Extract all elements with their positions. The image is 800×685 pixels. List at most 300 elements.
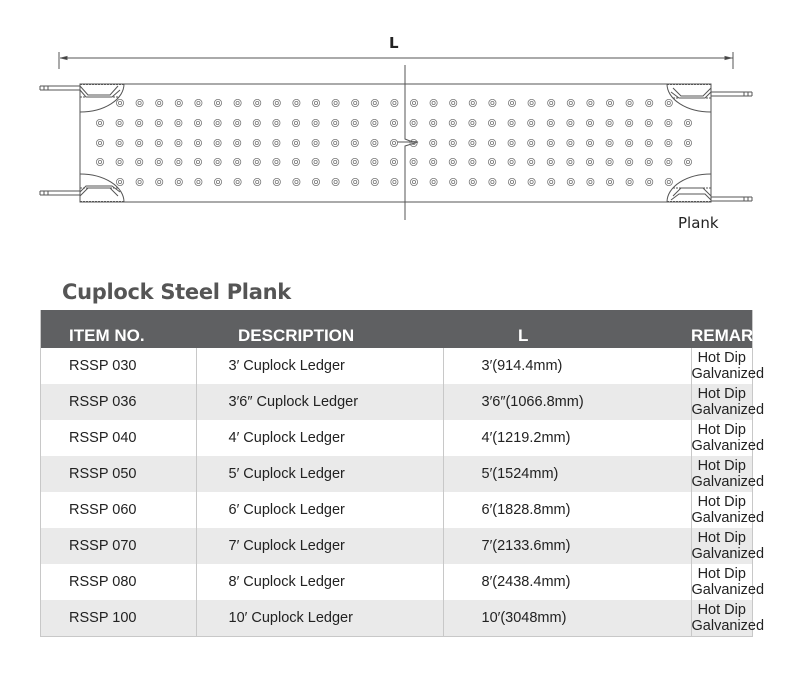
hole-inner-icon — [510, 180, 513, 183]
table-header-row — [41, 310, 753, 348]
hole-inner-icon — [255, 121, 258, 124]
table-row — [41, 420, 753, 456]
hole-inner-icon — [569, 141, 572, 144]
hole-icon — [194, 119, 201, 126]
length-cell: 3′(914.4mm) — [443, 348, 691, 384]
hole-icon — [214, 139, 221, 146]
hole-inner-icon — [236, 141, 239, 144]
hole-icon — [116, 139, 123, 146]
hole-inner-icon — [197, 180, 200, 183]
hole-inner-icon — [177, 121, 180, 124]
hole-icon — [528, 178, 535, 185]
hole-inner-icon — [510, 160, 513, 163]
hole-inner-icon — [530, 141, 533, 144]
hole-inner-icon — [530, 180, 533, 183]
hole-inner-icon — [412, 160, 415, 163]
table-row — [41, 564, 753, 600]
hole-inner-icon — [412, 180, 415, 183]
hole-inner-icon — [628, 121, 631, 124]
hole-icon — [469, 158, 476, 165]
hole-icon — [96, 119, 103, 126]
hole-inner-icon — [138, 141, 141, 144]
hole-inner-icon — [138, 180, 141, 183]
right-end-hooks — [667, 84, 752, 202]
hole-icon — [352, 99, 359, 106]
hole-inner-icon — [118, 160, 121, 163]
hole-icon — [96, 158, 103, 165]
hole-icon — [96, 139, 103, 146]
hole-inner-icon — [648, 101, 651, 104]
hole-icon — [253, 139, 260, 146]
hole-icon — [469, 139, 476, 146]
hole-inner-icon — [256, 180, 259, 183]
hole-icon — [430, 139, 437, 146]
hole-inner-icon — [177, 101, 180, 104]
remarks-cell: Hot Dip Galvanized — [691, 422, 765, 454]
hole-icon — [390, 119, 397, 126]
length-cell: 8′(2438.4mm) — [443, 564, 691, 600]
hole-inner-icon — [216, 101, 219, 104]
hole-inner-icon — [314, 180, 317, 183]
hole-inner-icon — [667, 141, 670, 144]
hole-inner-icon — [647, 141, 650, 144]
remarks-cell: Hot Dip Galvanized — [691, 350, 765, 382]
hole-icon — [489, 99, 496, 106]
hole-icon — [587, 178, 594, 185]
hole-icon — [430, 119, 437, 126]
hole-inner-icon — [157, 160, 160, 163]
hole-inner-icon — [530, 160, 533, 163]
hole-inner-icon — [667, 180, 670, 183]
hole-inner-icon — [98, 121, 101, 124]
hole-inner-icon — [314, 141, 317, 144]
hole-icon — [371, 178, 378, 185]
column-header-item-no: ITEM NO. — [41, 310, 197, 348]
hole-inner-icon — [588, 160, 591, 163]
hole-inner-icon — [138, 121, 141, 124]
hole-inner-icon — [549, 141, 552, 144]
hole-inner-icon — [628, 141, 631, 144]
hole-icon — [195, 178, 202, 185]
column-header-length: L — [443, 310, 691, 348]
hole-inner-icon — [353, 121, 356, 124]
hole-inner-icon — [334, 101, 337, 104]
hole-icon — [292, 139, 299, 146]
hole-inner-icon — [608, 141, 611, 144]
hole-inner-icon — [471, 101, 474, 104]
hole-inner-icon — [177, 141, 180, 144]
description-cell: 3′6″ Cuplock Ledger — [196, 384, 443, 420]
hole-icon — [234, 178, 241, 185]
description-cell: 5′ Cuplock Ledger — [196, 456, 443, 492]
hole-inner-icon — [686, 121, 689, 124]
hole-icon — [391, 99, 398, 106]
hole-icon — [156, 178, 163, 185]
hole-inner-icon — [314, 101, 317, 104]
hole-icon — [136, 178, 143, 185]
hole-icon — [430, 158, 437, 165]
hole-inner-icon — [608, 180, 611, 183]
hole-inner-icon — [158, 101, 161, 104]
hole-inner-icon — [412, 121, 415, 124]
hole-icon — [645, 158, 652, 165]
hole-inner-icon — [667, 101, 670, 104]
hole-icon — [332, 178, 339, 185]
hole-inner-icon — [648, 180, 651, 183]
hole-icon — [547, 158, 554, 165]
hole-icon — [528, 139, 535, 146]
hole-inner-icon — [647, 160, 650, 163]
hole-inner-icon — [393, 101, 396, 104]
hole-icon — [548, 99, 555, 106]
item-no-cell: RSSP 040 — [41, 420, 197, 456]
remarks-cell: Hot Dip Galvanized — [691, 530, 765, 562]
hole-inner-icon — [588, 141, 591, 144]
hole-inner-icon — [530, 101, 533, 104]
hole-icon — [469, 178, 476, 185]
hole-icon — [195, 99, 202, 106]
hole-icon — [449, 139, 456, 146]
hole-icon — [371, 139, 378, 146]
hole-inner-icon — [294, 160, 297, 163]
hole-icon — [214, 119, 221, 126]
hole-icon — [665, 99, 672, 106]
hole-inner-icon — [275, 160, 278, 163]
hole-icon — [665, 119, 672, 126]
hole-icon — [293, 99, 300, 106]
hole-inner-icon — [373, 141, 376, 144]
hole-inner-icon — [628, 101, 631, 104]
hole-inner-icon — [196, 160, 199, 163]
hole-icon — [312, 139, 319, 146]
hole-icon — [332, 139, 339, 146]
hole-inner-icon — [177, 180, 180, 183]
hole-icon — [626, 119, 633, 126]
hole-inner-icon — [589, 101, 592, 104]
hole-icon — [136, 119, 143, 126]
hole-icon — [469, 99, 476, 106]
hole-inner-icon — [510, 101, 513, 104]
hole-inner-icon — [510, 141, 513, 144]
hole-icon — [508, 158, 515, 165]
hole-inner-icon — [353, 141, 356, 144]
hole-inner-icon — [393, 180, 396, 183]
hole-icon — [273, 158, 280, 165]
hole-icon — [645, 139, 652, 146]
hole-inner-icon — [490, 160, 493, 163]
hole-inner-icon — [510, 121, 513, 124]
hole-inner-icon — [490, 121, 493, 124]
hole-icon — [450, 99, 457, 106]
hole-icon — [684, 158, 691, 165]
hole-inner-icon — [295, 101, 298, 104]
hole-icon — [665, 139, 672, 146]
hole-icon — [606, 158, 613, 165]
hole-icon — [626, 99, 633, 106]
dimension-line — [59, 52, 733, 69]
hole-inner-icon — [608, 101, 611, 104]
hole-inner-icon — [98, 160, 101, 163]
hole-icon — [410, 99, 417, 106]
hole-icon — [646, 178, 653, 185]
hole-icon — [567, 99, 574, 106]
hole-icon — [508, 178, 515, 185]
hole-icon — [293, 178, 300, 185]
hole-icon — [155, 139, 162, 146]
hole-inner-icon — [236, 160, 239, 163]
hole-inner-icon — [118, 180, 121, 183]
hole-icon — [155, 119, 162, 126]
hole-icon — [175, 158, 182, 165]
hole-icon — [234, 139, 241, 146]
length-cell: 5′(1524mm) — [443, 456, 691, 492]
hole-inner-icon — [353, 160, 356, 163]
hole-inner-icon — [432, 180, 435, 183]
hole-icon — [214, 178, 221, 185]
hole-icon — [548, 178, 555, 185]
hole-icon — [528, 119, 535, 126]
hole-inner-icon — [588, 121, 591, 124]
hole-icon — [665, 178, 672, 185]
length-cell: 10′(3048mm) — [443, 600, 691, 636]
section-title: Cuplock Steel Plank — [62, 280, 291, 304]
hole-inner-icon — [608, 121, 611, 124]
hole-inner-icon — [550, 180, 553, 183]
hole-icon — [136, 139, 143, 146]
hole-inner-icon — [236, 121, 239, 124]
hole-icon — [391, 178, 398, 185]
hole-inner-icon — [412, 101, 415, 104]
hole-icon — [292, 158, 299, 165]
hole-icon — [273, 178, 280, 185]
hole-inner-icon — [138, 101, 141, 104]
hole-icon — [116, 178, 123, 185]
hole-icon — [273, 99, 280, 106]
hole-icon — [586, 158, 593, 165]
item-no-cell: RSSP 030 — [41, 348, 197, 384]
hole-icon — [586, 139, 593, 146]
hole-icon — [410, 158, 417, 165]
hole-icon — [410, 119, 417, 126]
hole-inner-icon — [354, 180, 357, 183]
hole-inner-icon — [158, 180, 161, 183]
hole-inner-icon — [118, 101, 121, 104]
hole-inner-icon — [471, 121, 474, 124]
hole-inner-icon — [294, 141, 297, 144]
hole-inner-icon — [589, 180, 592, 183]
hole-icon — [273, 119, 280, 126]
hole-icon — [489, 178, 496, 185]
hole-icon — [116, 158, 123, 165]
hole-icon — [665, 158, 672, 165]
description-cell: 7′ Cuplock Ledger — [196, 528, 443, 564]
hole-inner-icon — [392, 160, 395, 163]
hole-icon — [567, 178, 574, 185]
description-cell: 8′ Cuplock Ledger — [196, 564, 443, 600]
hole-icon — [116, 99, 123, 106]
description-cell: 3′ Cuplock Ledger — [196, 348, 443, 384]
length-dimension-label: L — [389, 34, 399, 52]
hole-icon — [194, 158, 201, 165]
hole-inner-icon — [314, 121, 317, 124]
hole-inner-icon — [647, 121, 650, 124]
table-row — [41, 528, 753, 564]
hole-icon — [175, 119, 182, 126]
hole-inner-icon — [373, 180, 376, 183]
hole-icon — [254, 99, 261, 106]
hole-inner-icon — [392, 121, 395, 124]
hole-icon — [234, 99, 241, 106]
length-cell: 3′6″(1066.8mm) — [443, 384, 691, 420]
table-row — [41, 384, 753, 420]
hole-inner-icon — [275, 141, 278, 144]
table-row — [41, 492, 753, 528]
hole-inner-icon — [491, 101, 494, 104]
hole-icon — [645, 119, 652, 126]
item-no-cell: RSSP 100 — [41, 600, 197, 636]
hole-icon — [234, 119, 241, 126]
hole-inner-icon — [275, 121, 278, 124]
item-no-cell: RSSP 050 — [41, 456, 197, 492]
hole-inner-icon — [530, 121, 533, 124]
hole-icon — [587, 99, 594, 106]
hole-icon — [390, 158, 397, 165]
hole-inner-icon — [569, 121, 572, 124]
hole-inner-icon — [550, 101, 553, 104]
hole-icon — [234, 158, 241, 165]
hole-inner-icon — [373, 101, 376, 104]
hole-inner-icon — [471, 141, 474, 144]
column-header-remarks: REMARKS — [691, 310, 753, 348]
column-header-description: DESCRIPTION — [196, 310, 443, 348]
hole-icon — [547, 119, 554, 126]
hole-inner-icon — [451, 160, 454, 163]
hole-inner-icon — [569, 160, 572, 163]
hole-icon — [254, 178, 261, 185]
hole-icon — [194, 139, 201, 146]
hole-icon — [352, 178, 359, 185]
length-cell: 7′(2133.6mm) — [443, 528, 691, 564]
hole-inner-icon — [98, 141, 101, 144]
hole-inner-icon — [452, 101, 455, 104]
hole-inner-icon — [157, 121, 160, 124]
hole-icon — [606, 99, 613, 106]
description-cell: 6′ Cuplock Ledger — [196, 492, 443, 528]
hole-inner-icon — [471, 160, 474, 163]
remarks-cell: Hot Dip Galvanized — [691, 600, 753, 636]
hole-inner-icon — [490, 141, 493, 144]
hole-icon — [273, 139, 280, 146]
hole-inner-icon — [236, 101, 239, 104]
hole-icon — [312, 178, 319, 185]
hole-icon — [175, 99, 182, 106]
hole-icon — [450, 178, 457, 185]
hole-inner-icon — [334, 141, 337, 144]
hole-icon — [508, 99, 515, 106]
hole-inner-icon — [118, 121, 121, 124]
hole-inner-icon — [216, 180, 219, 183]
hole-inner-icon — [432, 141, 435, 144]
spec-table — [40, 310, 777, 637]
hole-icon — [626, 178, 633, 185]
hole-inner-icon — [118, 141, 121, 144]
hole-inner-icon — [197, 101, 200, 104]
hole-inner-icon — [432, 121, 435, 124]
item-no-cell: RSSP 080 — [41, 564, 197, 600]
hole-inner-icon — [373, 121, 376, 124]
hole-icon — [469, 119, 476, 126]
hole-inner-icon — [216, 121, 219, 124]
hole-inner-icon — [334, 160, 337, 163]
hole-icon — [214, 99, 221, 106]
hole-icon — [253, 158, 260, 165]
table-row — [41, 456, 753, 492]
item-no-cell: RSSP 070 — [41, 528, 197, 564]
hole-inner-icon — [373, 160, 376, 163]
hole-inner-icon — [491, 180, 494, 183]
hole-icon — [175, 139, 182, 146]
hole-inner-icon — [255, 160, 258, 163]
hole-inner-icon — [334, 121, 337, 124]
hole-icon — [430, 99, 437, 106]
hole-inner-icon — [255, 141, 258, 144]
hole-inner-icon — [628, 160, 631, 163]
hole-icon — [430, 178, 437, 185]
description-cell: 4′ Cuplock Ledger — [196, 420, 443, 456]
hole-icon — [332, 158, 339, 165]
item-no-cell: RSSP 060 — [41, 492, 197, 528]
hole-icon — [214, 158, 221, 165]
hole-icon — [626, 158, 633, 165]
hole-icon — [547, 139, 554, 146]
hole-inner-icon — [354, 101, 357, 104]
hole-icon — [567, 119, 574, 126]
remarks-cell: Hot Dip Galvanized — [691, 386, 765, 418]
remarks-cell: Hot Dip Galvanized — [691, 458, 765, 490]
hole-icon — [371, 119, 378, 126]
hole-inner-icon — [686, 141, 689, 144]
hole-inner-icon — [667, 121, 670, 124]
hole-icon — [155, 158, 162, 165]
hole-icon — [351, 139, 358, 146]
hole-icon — [253, 119, 260, 126]
hole-inner-icon — [275, 180, 278, 183]
hole-icon — [508, 119, 515, 126]
hole-inner-icon — [177, 160, 180, 163]
remarks-cell: Hot Dip Galvanized — [691, 494, 765, 526]
hole-icon — [586, 119, 593, 126]
hole-inner-icon — [196, 141, 199, 144]
hole-icon — [606, 139, 613, 146]
hole-icon — [606, 178, 613, 185]
hole-icon — [488, 119, 495, 126]
hole-inner-icon — [392, 141, 395, 144]
hole-inner-icon — [216, 160, 219, 163]
table-row — [41, 600, 753, 636]
description-cell: 10′ Cuplock Ledger — [196, 600, 443, 636]
plank-technical-drawing — [0, 0, 800, 250]
hole-inner-icon — [275, 101, 278, 104]
table-row — [41, 348, 753, 384]
hole-inner-icon — [138, 160, 141, 163]
hole-inner-icon — [295, 180, 298, 183]
hole-icon — [646, 99, 653, 106]
hole-inner-icon — [569, 180, 572, 183]
hole-icon — [390, 139, 397, 146]
hole-icon — [508, 139, 515, 146]
hole-inner-icon — [334, 180, 337, 183]
hole-inner-icon — [256, 101, 259, 104]
